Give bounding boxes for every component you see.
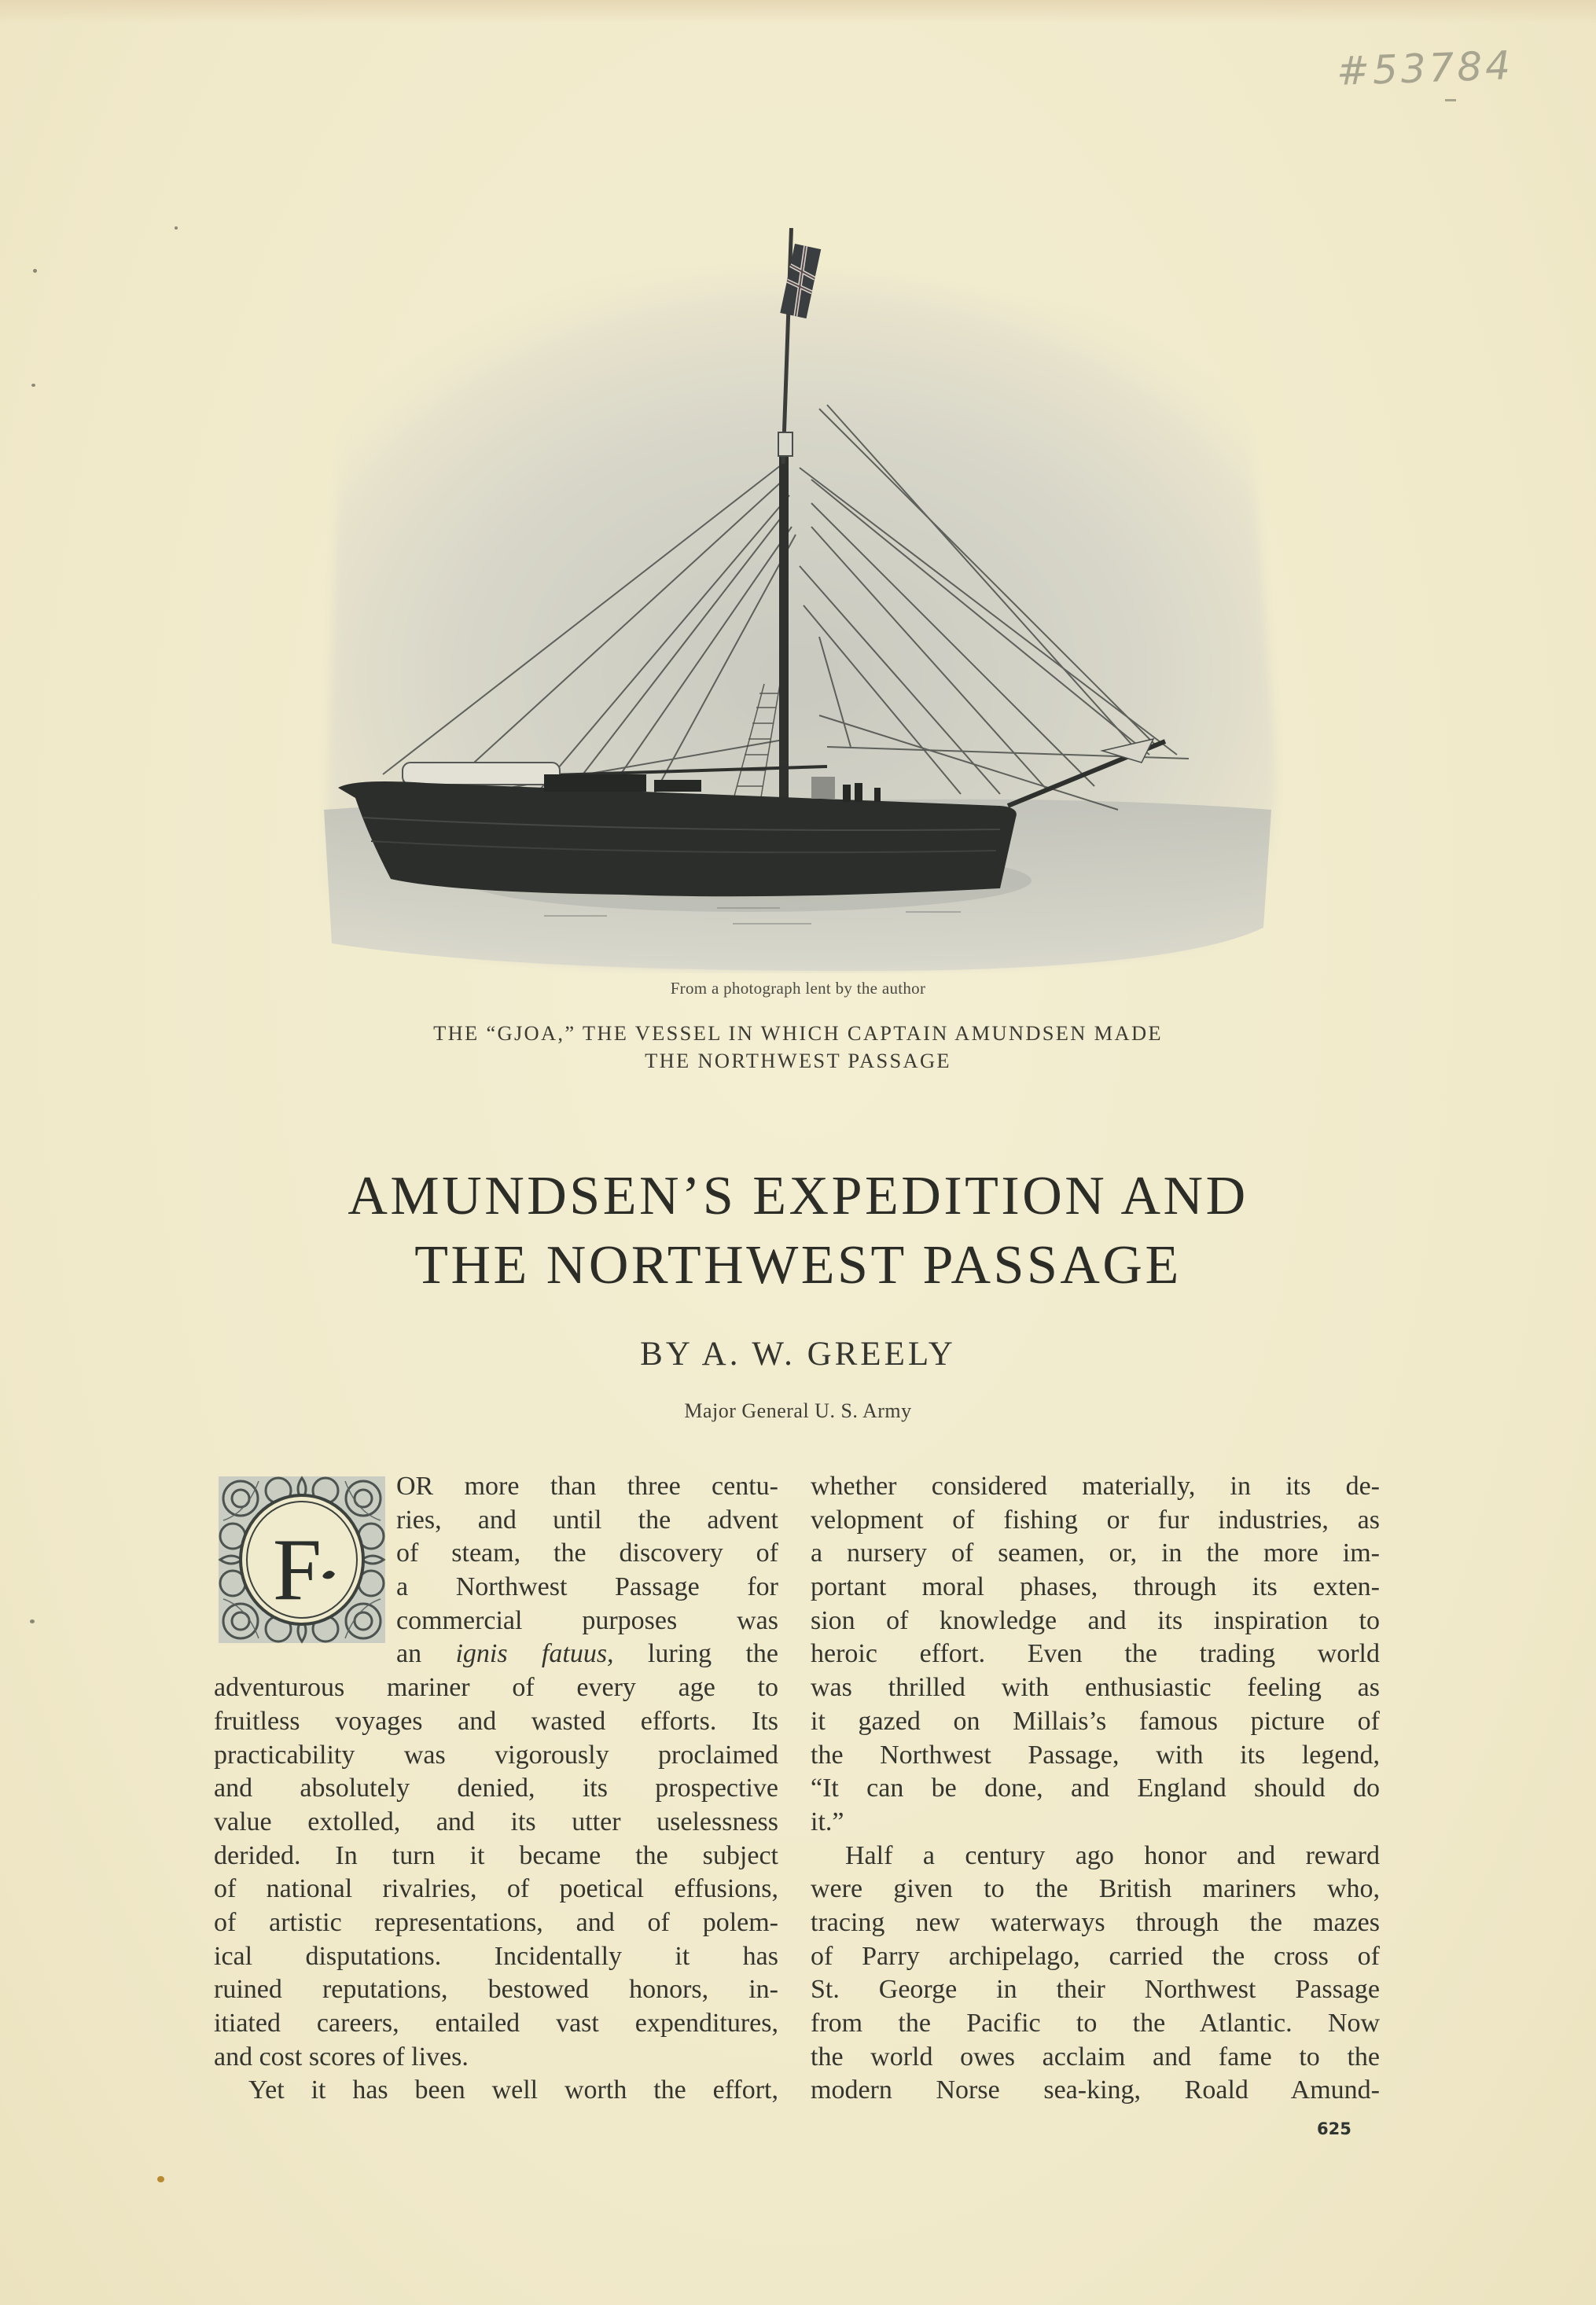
body-text-line: the Northwest Passage, with its legend, bbox=[811, 1740, 1380, 1770]
body-text-line: ries, and until the advent bbox=[396, 1505, 778, 1535]
paper-speck bbox=[30, 1619, 35, 1623]
body-text-line: tracing new waterways through the mazes bbox=[811, 1907, 1380, 1937]
body-text-line: a nursery of seamen, or, in the more im- bbox=[811, 1539, 1380, 1568]
body-text-line: practicability was vigorously proclaimed bbox=[214, 1740, 778, 1770]
body-text-line: and cost scores of lives. bbox=[214, 2042, 469, 2072]
title-line-2: THE NORTHWEST PASSAGE bbox=[414, 1235, 1182, 1296]
ship-photograph bbox=[308, 197, 1283, 973]
body-text-line: fruitless voyages and wasted efforts. Its bbox=[214, 1706, 778, 1736]
body-text-line: it.” bbox=[811, 1807, 844, 1836]
body-text-line: ical disputations. Incidentally it has bbox=[214, 1941, 778, 1971]
italic-latin-phrase: ignis fatuus, bbox=[455, 1639, 614, 1669]
paper-edge-stain bbox=[0, 0, 1596, 24]
body-text-line: whether considered materially, in its de- bbox=[811, 1472, 1380, 1501]
body-text-line: was thrilled with enthusiastic feeling as bbox=[811, 1673, 1380, 1703]
body-text-line: itiated careers, entailed vast expenditures, bbox=[214, 2009, 778, 2038]
body-text-line: and absolutely denied, its prospective bbox=[214, 1774, 778, 1803]
body-text-line: Yet it has been well worth the effort, bbox=[248, 2075, 778, 2105]
body-text-line: of steam, the discovery of bbox=[396, 1539, 778, 1568]
body-text-line: Half a century ago honor and reward bbox=[845, 1840, 1380, 1870]
paper-speck bbox=[33, 269, 37, 273]
body-text-line: velopment of fishing or fur industries, as bbox=[811, 1505, 1380, 1535]
body-text-line: heroic effort. Even the trading world bbox=[811, 1639, 1380, 1669]
gjoa-ship-illustration bbox=[308, 197, 1283, 973]
photo-caption bbox=[0, 1020, 1596, 1075]
body-text-line: commercial purposes was bbox=[396, 1605, 778, 1635]
body-text-line: of Parry archipelago, carried the cross of bbox=[811, 1941, 1380, 1971]
handwritten-catalog-number: #53784 bbox=[1336, 42, 1514, 94]
body-column-right bbox=[811, 1470, 1380, 2108]
body-text-line: of artistic representations, and of polem- bbox=[214, 1907, 778, 1937]
caption-line-2: THE NORTHWEST PASSAGE bbox=[645, 1049, 951, 1072]
paper-speck bbox=[175, 226, 178, 230]
page-number: 625 bbox=[1317, 2119, 1351, 2138]
catalog-number-underline bbox=[1445, 99, 1456, 101]
body-text-line: value extolled, and its utter uselessness bbox=[214, 1807, 778, 1836]
body-column-left bbox=[214, 1470, 778, 2108]
body-text-line: derided. In turn it became the subject bbox=[214, 1840, 778, 1870]
body-text-line: from the Pacific to the Atlantic. Now bbox=[811, 2009, 1380, 2038]
title-line-1: AMUNDSEN’S EXPEDITION AND bbox=[348, 1166, 1248, 1226]
paper-speck bbox=[31, 384, 35, 387]
body-text-line: it gazed on Millais’s famous picture of bbox=[811, 1706, 1380, 1736]
author-rank: Major General U. S. Army bbox=[684, 1399, 912, 1422]
body-text-line: St. George in their Northwest Passage bbox=[811, 1975, 1380, 2005]
photo-credit: From a photograph lent by the author bbox=[670, 979, 926, 998]
body-text-line: sion of knowledge and its inspiration to bbox=[811, 1605, 1380, 1635]
article-title bbox=[0, 1162, 1596, 1300]
svg-text:F: F bbox=[272, 1521, 322, 1619]
body-text-line: “It can be done, and England should do bbox=[811, 1774, 1380, 1803]
body-text-line: modern Norse sea-king, Roald Amund- bbox=[811, 2075, 1380, 2105]
body-text-line: a Northwest Passage for bbox=[396, 1572, 778, 1602]
paper-speck bbox=[157, 2176, 164, 2182]
body-text-line: the world owes acclaim and fame to the bbox=[811, 2042, 1380, 2072]
body-text-line: were given to the British mariners who, bbox=[811, 1874, 1380, 1904]
body-text-line: portant moral phases, through its exten- bbox=[811, 1572, 1380, 1602]
body-text-line: of national rivalries, of poetical effusions, bbox=[214, 1874, 778, 1904]
body-text-line: OR more than three centu- bbox=[396, 1472, 778, 1501]
caption-line-1: THE “GJOA,” THE VESSEL IN WHICH CAPTAIN AMUNDSEN MADE bbox=[433, 1021, 1163, 1045]
article-byline: BY A. W. GREELY bbox=[640, 1336, 956, 1373]
body-text-line: ruined reputations, bestowed honors, in- bbox=[214, 1975, 778, 2005]
body-text-line: an ignis fatuus, luring the bbox=[396, 1639, 779, 1669]
body-text-line: adventurous mariner of every age to bbox=[214, 1673, 778, 1703]
